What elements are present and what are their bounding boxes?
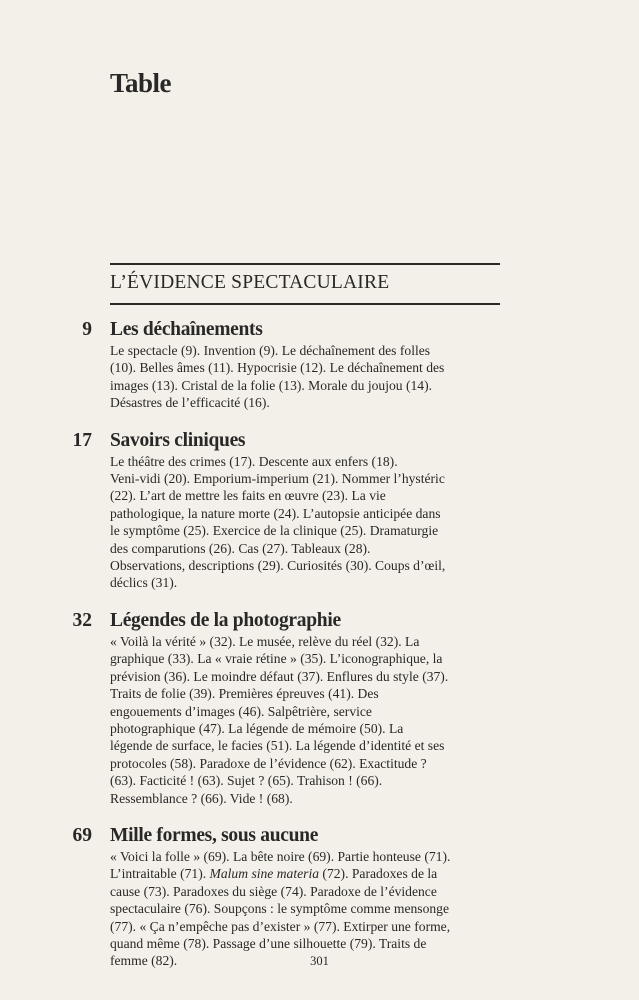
bottom-rule bbox=[110, 303, 500, 305]
summary-line bbox=[110, 865, 505, 882]
entry-page-number: 17 bbox=[72, 429, 92, 451]
entry-page-number: 69 bbox=[72, 824, 92, 846]
entry-title[interactable]: Mille formes, sous aucune bbox=[110, 824, 319, 846]
summary-line: Désastres de l’efficacité (16). bbox=[110, 395, 270, 411]
toc-entry bbox=[0, 824, 639, 970]
summary-line: Le théâtre des crimes (17). Descente aux enfers (18). bbox=[110, 453, 398, 469]
entry-page-number: 9 bbox=[82, 319, 92, 340]
entry-title[interactable]: Les déchaînements bbox=[110, 319, 263, 340]
toc-entry bbox=[0, 318, 639, 412]
summary-line: le symptôme (25). Exercice de la clinique (25). Dramaturgie bbox=[110, 523, 439, 539]
entry-summary bbox=[110, 633, 505, 807]
summary-line: prévision (36). Le moindre défaut (37). Enflures du style (37). bbox=[110, 668, 449, 684]
toc-entry bbox=[0, 609, 639, 807]
summary-line: cause (73). Paradoxes du siège (74). Paradoxe de l’évidence bbox=[110, 883, 437, 899]
summary-line: (63). Facticité ! (63). Sujet ? (65). Trahison ! (66). bbox=[110, 773, 383, 789]
summary-line: « Voici la folle » (69). La bête noire (69). Partie honteuse (71). bbox=[110, 848, 451, 864]
summary-line: Veni-vidi (20). Emporium-imperium (21). Nommer l’hystéric bbox=[110, 471, 445, 487]
top-rule bbox=[110, 263, 500, 265]
entry-title[interactable]: Savoirs cliniques bbox=[110, 429, 246, 451]
summary-line: femme (82). bbox=[110, 953, 178, 969]
summary-line: images (13). Cristal de la folie (13). Morale du joujou (14). bbox=[110, 377, 433, 393]
summary-line: Ressemblance ? (66). Vide ! (68). bbox=[110, 790, 293, 806]
summary-line: pathologique, la nature morte (24). L’autopsie anticipée dans bbox=[110, 505, 441, 521]
toc-entries bbox=[0, 318, 639, 987]
summary-line: Traits de folie (39). Premières épreuves (41). Des bbox=[110, 686, 379, 702]
entry-summary bbox=[110, 848, 505, 970]
summary-line: Observations, descriptions (29). Curiosités (30). Coups d’œil, bbox=[110, 558, 446, 574]
entry-summary bbox=[110, 453, 505, 592]
summary-line: déclics (31). bbox=[110, 575, 178, 591]
page-title: Table bbox=[110, 68, 172, 98]
summary-line: (10). Belles âmes (11). Hypocrisie (12). Le déchaînement des bbox=[110, 360, 445, 376]
summary-line: graphique (33). La « vraie rétine » (35). L’iconographique, la bbox=[110, 651, 443, 667]
italic-title: Malum sine materia bbox=[209, 866, 320, 882]
summary-line: des comparutions (26). Cas (27). Tableaux (28). bbox=[110, 540, 371, 556]
summary-text: L’intraitable (71). bbox=[110, 866, 210, 882]
page-number: 301 bbox=[310, 954, 329, 968]
toc-entry bbox=[0, 429, 639, 592]
summary-line: légende de surface, le facies (51). La légende d’identité et ses bbox=[110, 738, 445, 754]
part-title: L’ÉVIDENCE SPECTACULAIRE bbox=[110, 272, 390, 293]
summary-text: (72). Paradoxes de la bbox=[319, 866, 438, 882]
summary-line: photographique (47). La légende de mémoire (50). La bbox=[110, 720, 404, 736]
entry-page-number: 32 bbox=[72, 609, 92, 631]
summary-line: quand même (78). Passage d’une silhouette (79). Traits de bbox=[110, 935, 427, 951]
summary-line: (77). « Ça n’empêche pas d’exister » (77). Extirper une forme, bbox=[110, 918, 451, 934]
summary-line: (22). L’art de mettre les faits en œuvre (23). La vie bbox=[110, 488, 386, 504]
entry-summary bbox=[110, 342, 505, 412]
entry-title[interactable]: Légendes de la photographie bbox=[110, 609, 341, 631]
summary-line: protocoles (58). Paradoxe de l’évidence (62). Exactitude ? bbox=[110, 755, 427, 771]
summary-line: « Voilà la vérité » (32). Le musée, relève du réel (32). La bbox=[110, 633, 420, 649]
summary-line: Le spectacle (9). Invention (9). Le déchaînement des folles bbox=[110, 343, 431, 358]
summary-line: spectaculaire (76). Soupçons : le symptôme comme mensonge bbox=[110, 901, 450, 917]
summary-line: engouements d’images (46). Salpêtrière, service bbox=[110, 703, 372, 719]
